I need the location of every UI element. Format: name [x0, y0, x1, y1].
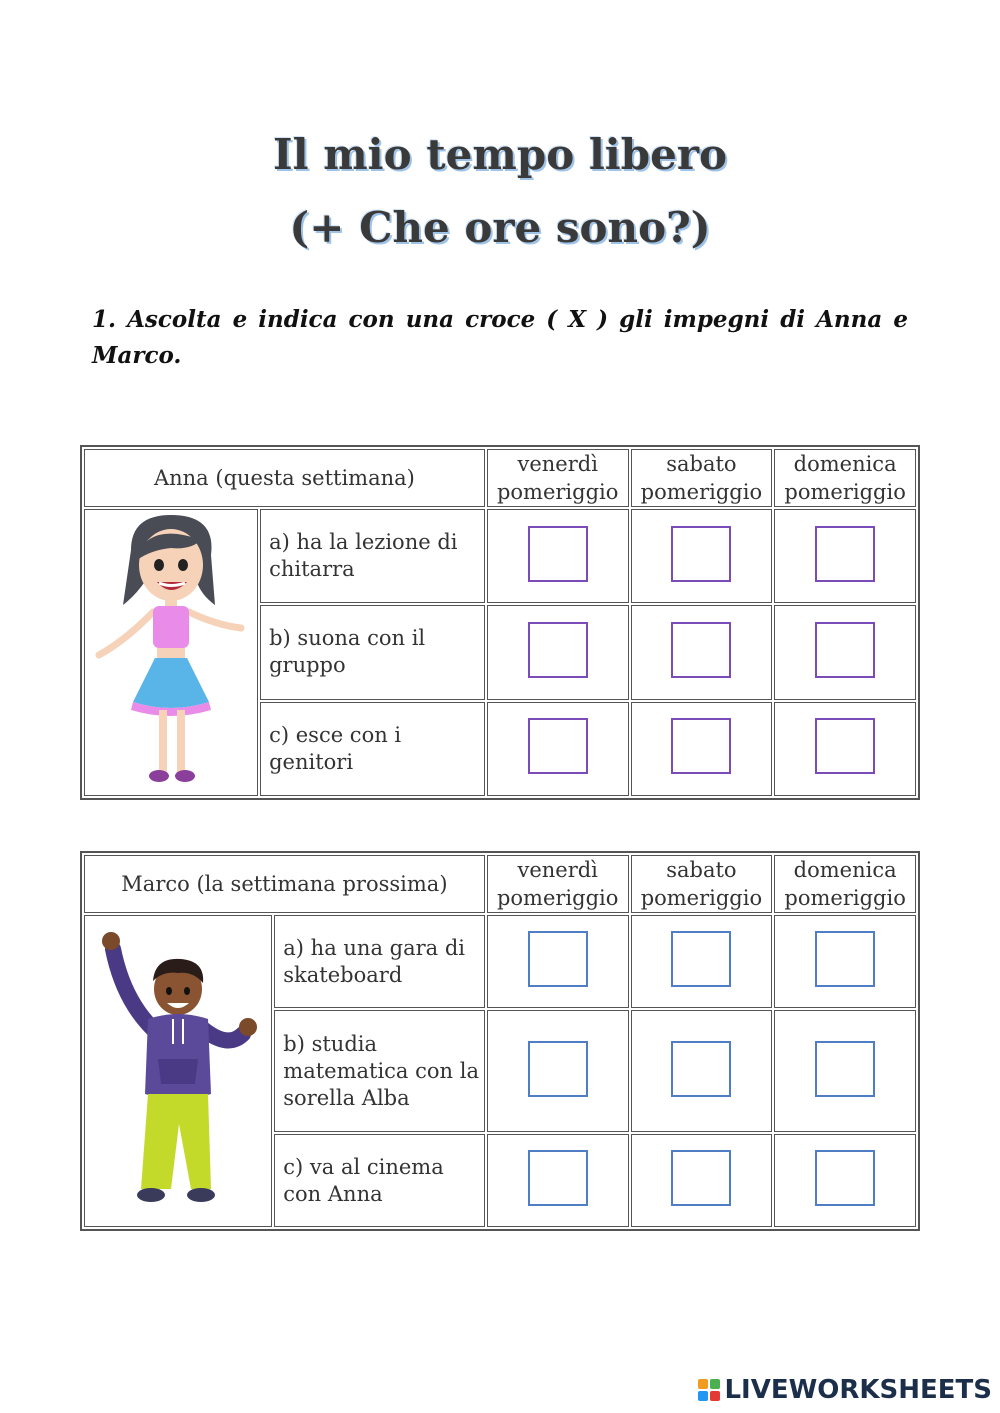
anna-a-saturday-checkbox[interactable] — [671, 526, 731, 582]
anna-c-sunday-checkbox[interactable] — [815, 718, 875, 774]
anna-activity-b: b) suona con il gruppo — [260, 605, 485, 699]
liveworksheets-brand: LIVEWORKSHEETS — [724, 1375, 992, 1405]
logo-square-red — [710, 1391, 720, 1401]
liveworksheets-logo-icon — [698, 1379, 720, 1401]
anna-day-saturday: sabato pomeriggio — [631, 449, 773, 507]
marco-day-friday: venerdì pomeriggio — [487, 855, 629, 913]
marco-a-saturday-checkbox[interactable] — [671, 931, 731, 987]
anna-day-friday: venerdì pomeriggio — [487, 449, 629, 507]
anna-a-friday-checkbox[interactable] — [528, 526, 588, 582]
worksheet-title: Il mio tempo libero — [273, 130, 727, 179]
anna-table-header: Anna (questa settimana) — [84, 449, 485, 507]
marco-table-header: Marco (la settimana prossima) — [84, 855, 485, 913]
marco-c-sunday-checkbox[interactable] — [815, 1150, 875, 1206]
girl-illustration-icon — [91, 510, 251, 790]
marco-b-friday-checkbox[interactable] — [528, 1041, 588, 1097]
marco-c-saturday-checkbox[interactable] — [671, 1150, 731, 1206]
anna-b-sunday-checkbox[interactable] — [815, 622, 875, 678]
logo-square-orange — [698, 1379, 708, 1389]
marco-a-sunday-checkbox[interactable] — [815, 931, 875, 987]
marco-c-friday-checkbox[interactable] — [528, 1150, 588, 1206]
marco-activity-a: a) ha una gara di skateboard — [274, 915, 485, 1008]
logo-square-green — [710, 1379, 720, 1389]
marco-illustration — [84, 915, 272, 1227]
marco-day-sunday: domenica pomeriggio — [774, 855, 916, 913]
marco-table — [80, 851, 920, 1231]
anna-c-saturday-checkbox[interactable] — [671, 718, 731, 774]
anna-day-sunday: domenica pomeriggio — [774, 449, 916, 507]
worksheet-subtitle: (+ Che ore sono?) — [289, 203, 711, 252]
liveworksheets-footer — [698, 1375, 992, 1405]
anna-b-saturday-checkbox[interactable] — [671, 622, 731, 678]
exercise-instruction: 1. Ascolta e indica con una croce ( X ) gli impegni di Anna e Marco. — [92, 306, 908, 369]
anna-b-friday-checkbox[interactable] — [528, 622, 588, 678]
marco-a-friday-checkbox[interactable] — [528, 931, 588, 987]
anna-c-friday-checkbox[interactable] — [528, 718, 588, 774]
anna-table — [80, 445, 920, 800]
anna-illustration — [84, 509, 258, 796]
marco-b-saturday-checkbox[interactable] — [671, 1041, 731, 1097]
logo-square-blue — [698, 1391, 708, 1401]
anna-activity-c: c) esce con i genitori — [260, 702, 485, 796]
anna-activity-a: a) ha la lezione di chitarra — [260, 509, 485, 603]
marco-day-saturday: sabato pomeriggio — [631, 855, 773, 913]
marco-activity-b: b) studia matematica con la sorella Alba — [274, 1010, 485, 1132]
marco-activity-c: c) va al cinema con Anna — [274, 1134, 485, 1227]
marco-b-sunday-checkbox[interactable] — [815, 1041, 875, 1097]
anna-a-sunday-checkbox[interactable] — [815, 526, 875, 582]
boy-illustration-icon — [93, 919, 263, 1219]
